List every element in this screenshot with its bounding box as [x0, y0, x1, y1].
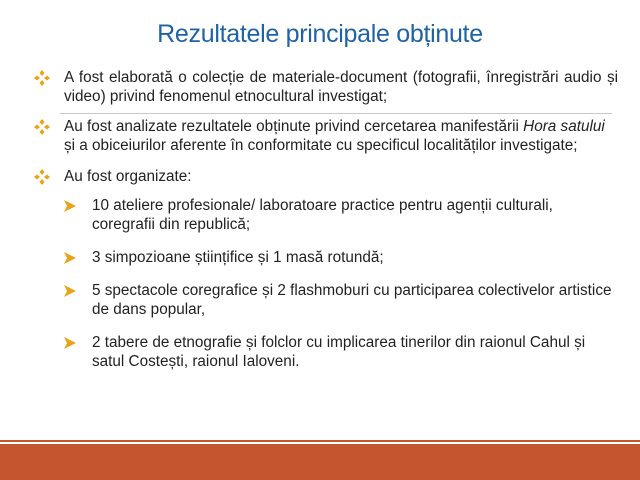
sub-item-text: 3 simpozioane științifice și 1 masă rotundă;: [92, 249, 384, 266]
footer-line: [0, 440, 640, 442]
bullet-text-italic: Hora satului: [523, 118, 605, 135]
four-diamond-bullet-icon: [34, 119, 50, 135]
bullet-item: [34, 167, 618, 186]
four-diamond-bullet-icon: [34, 70, 50, 86]
bullet-text: Au fost organizate:: [64, 168, 192, 185]
footer-bar: [0, 444, 640, 480]
sub-item: [34, 333, 618, 371]
separator-line: [60, 113, 612, 114]
slide-title: Rezultatele principale obținute: [157, 20, 483, 48]
bullet-text: și a obiceiurilor aferente în conformitate cu specificul localităților investigate;: [64, 137, 578, 154]
sub-item: [34, 196, 618, 234]
bullet-text: Au fost analizate rezultatele obținute privind cercetarea manifestării: [64, 118, 524, 135]
sub-item: [34, 281, 618, 319]
content-list: [34, 68, 618, 371]
bullet-item: [34, 117, 618, 155]
sub-item: [34, 248, 618, 267]
sub-item-text: 5 spectacole coregrafice și 2 flashmoburi cu participarea colectivelor artistice de dans popular,: [92, 282, 612, 318]
arrow-bullet-icon: [64, 337, 76, 349]
bullet-text: A fost elaborată o colecție de materiale-document (fotografii, înregistrări audio și video) privind fenomenul etnocultural investigat;: [64, 69, 618, 105]
sub-item-text: 2 tabere de etnografie și folclor cu implicarea tinerilor din raionul Cahul și satul Costești, raionul Ialoveni.: [92, 334, 586, 370]
arrow-bullet-icon: [64, 285, 76, 297]
four-diamond-bullet-icon: [34, 169, 50, 185]
arrow-bullet-icon: [64, 200, 76, 212]
sub-item-text: 10 ateliere profesionale/ laboratoare practice pentru agenții culturali, coregrafii din republică;: [92, 197, 553, 233]
bullet-item: [34, 68, 618, 106]
arrow-bullet-icon: [64, 252, 76, 264]
